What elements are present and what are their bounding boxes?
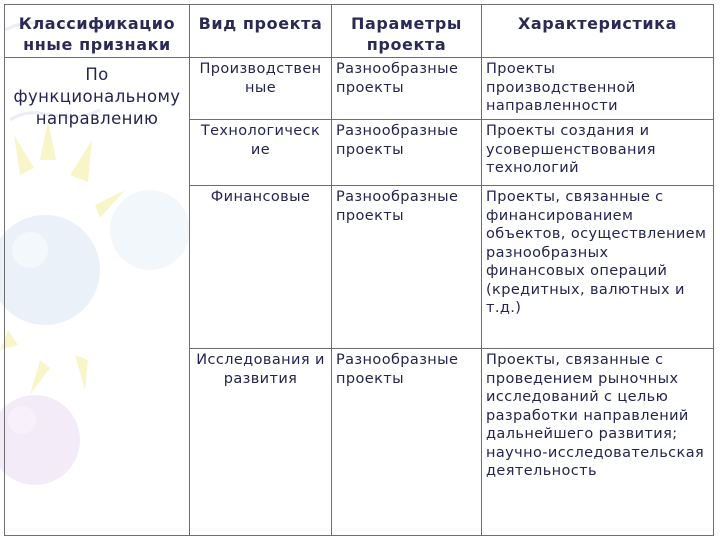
project-classification-table — [4, 4, 714, 536]
table-row — [5, 58, 714, 120]
project-type-cell: Производствен ные — [190, 58, 332, 120]
header-project-type: Вид проекта — [190, 5, 332, 58]
project-description-cell: Проекты создания и усовершенствования технологий — [482, 120, 714, 186]
project-params-cell: Разнообразные проекты — [332, 120, 482, 186]
project-type-cell: Технологическ ие — [190, 120, 332, 186]
header-characteristic: Характеристика — [482, 5, 714, 58]
project-description-cell: Проекты, связанные с проведением рыночных исследований с целью разработки направлений дальнейшего развития; научно-исследовательская деятельность — [482, 349, 714, 536]
project-description-cell: Проекты, связанные с финансированием объектов, осуществлением разнообразных финансовых операций (кредитных, валютных и т.д.) — [482, 186, 714, 349]
header-classification-criteria: Классификацио нные признаки — [5, 5, 190, 58]
criterion-cell: По функциональному направлению — [5, 58, 190, 536]
project-params-cell: Разнообразные проекты — [332, 349, 482, 536]
header-project-parameters: Параметры проекта — [332, 5, 482, 58]
project-type-cell: Финансовые — [190, 186, 332, 349]
project-params-cell: Разнообразные проекты — [332, 58, 482, 120]
project-description-cell: Проекты производственной направленности — [482, 58, 714, 120]
header-row — [5, 5, 714, 58]
project-type-cell: Исследования и развития — [190, 349, 332, 536]
project-params-cell: Разнообразные проекты — [332, 186, 482, 349]
